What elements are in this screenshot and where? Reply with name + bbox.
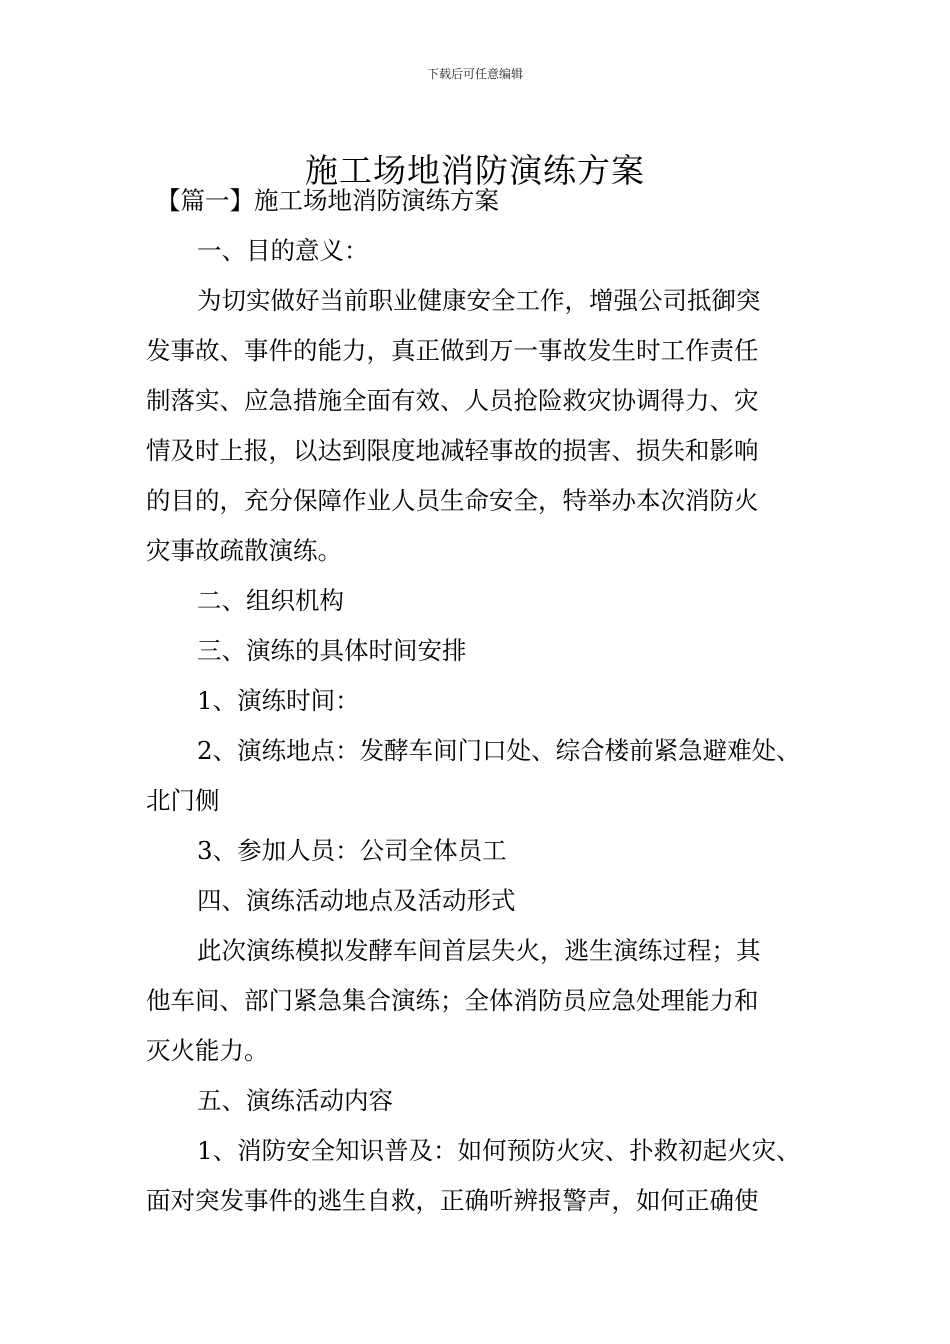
paragraph-line: 为切实做好当前职业健康安全工作，增强公司抵御突 xyxy=(197,286,761,315)
paragraph-line: 发事故、事件的能力，真正做到万一事故发生时工作责任 xyxy=(146,336,759,365)
paragraph-line: 灾事故疏散演练。 xyxy=(146,536,342,565)
paragraph-line: 灭火能力。 xyxy=(146,1036,269,1065)
paragraph-line: 三、演练的具体时间安排 xyxy=(197,636,467,665)
paragraph-line: 此次演练模拟发酵车间首层失火，逃生演练过程；其 xyxy=(197,936,761,965)
document-body xyxy=(146,176,826,1226)
paragraph-line: 五、演练活动内容 xyxy=(197,1086,393,1115)
paragraph-line: 情及时上报，以达到限度地减轻事故的损害、损失和影响 xyxy=(146,436,759,465)
paragraph-line: 北门侧 xyxy=(146,786,220,815)
paragraph-line: 1、消防安全知识普及：如何预防火灾、扑救初起火灾、 xyxy=(197,1136,801,1165)
paragraph-line: 制落实、应急措施全面有效、人员抢险救灾协调得力、灾 xyxy=(146,386,759,415)
paragraph-line: 3、参加人员：公司全体员工 xyxy=(197,836,507,865)
paragraph-line: 的目的，充分保障作业人员生命安全，特举办本次消防火 xyxy=(146,486,759,515)
paragraph-line: 一、目的意义： xyxy=(197,236,369,265)
document-title: 施工场地消防演练方案 xyxy=(305,151,645,191)
paragraph-line: 他车间、部门紧急集合演练；全体消防员应急处理能力和 xyxy=(146,986,759,1015)
paragraph-line: 1、演练时间： xyxy=(197,686,360,715)
paragraph-line: 2、演练地点：发酵车间门口处、综合楼前紧急避难处、 xyxy=(197,736,801,765)
header-note: 下载后可任意编辑 xyxy=(426,67,523,81)
paragraph-line: 四、演练活动地点及活动形式 xyxy=(197,886,516,915)
paragraph-line: 面对突发事件的逃生自救，正确听辨报警声，如何正确使 xyxy=(146,1186,759,1215)
section-heading: 【篇一】施工场地消防演练方案 xyxy=(156,186,499,215)
paragraph-line: 二、组织机构 xyxy=(197,586,344,615)
